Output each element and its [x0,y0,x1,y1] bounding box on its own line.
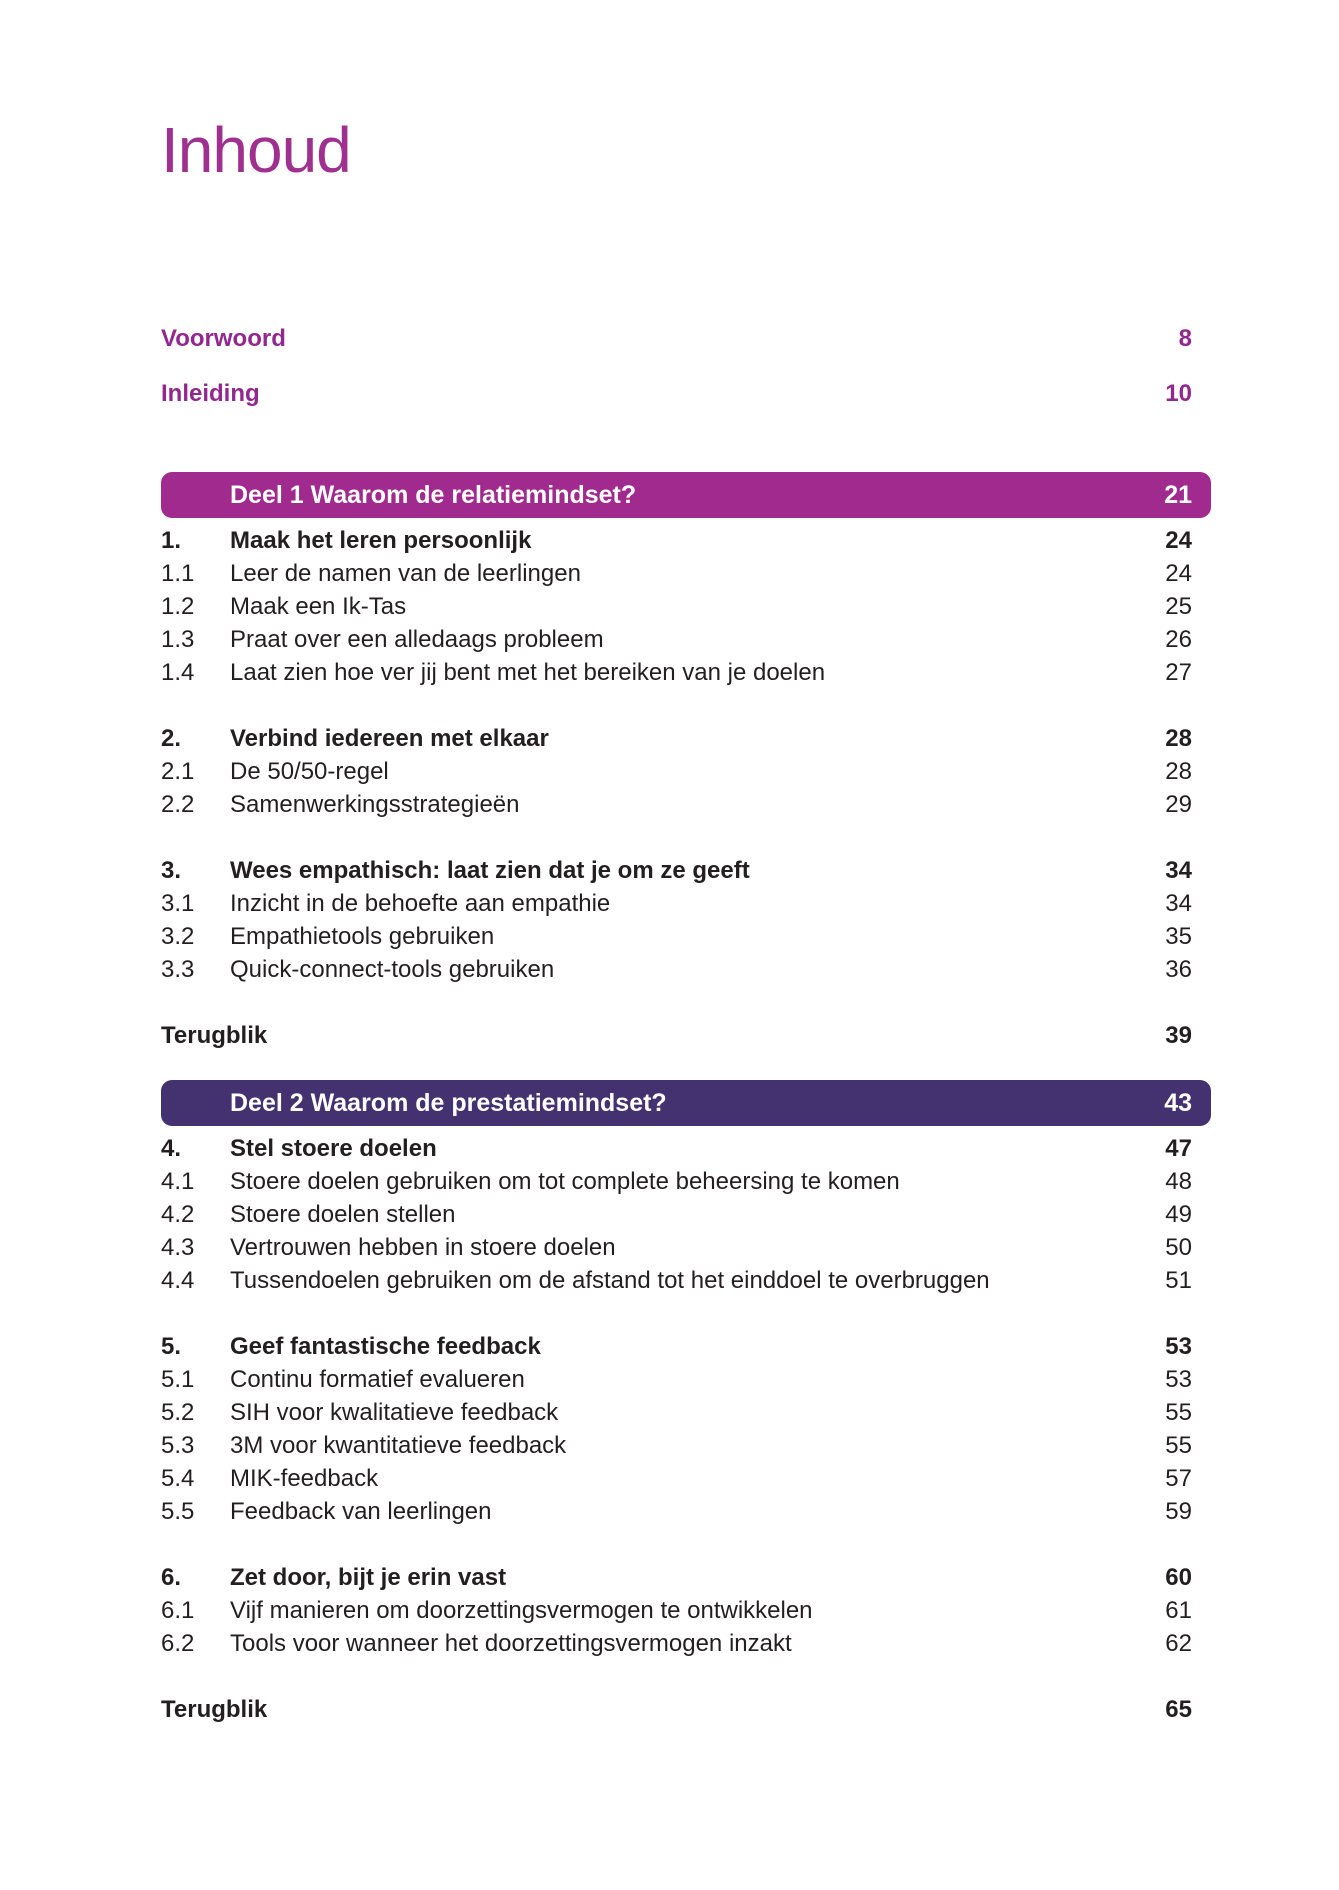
entry-page: 8 [1178,325,1192,352]
toc-sub-row [161,1396,1192,1429]
toc-entry-inleiding [161,377,1192,410]
entry-number: 5.2 [161,1399,195,1426]
entry-page: 34 [1165,857,1192,884]
entry-title: Stoere doelen gebruiken om tot complete beheersing te komen [230,1168,900,1195]
part-banner-deel2 [161,1080,1211,1126]
entry-number: 6.2 [161,1630,195,1657]
entry-title: Verbind iedereen met elkaar [230,725,549,752]
entry-page: 62 [1165,1630,1192,1657]
entry-page: 47 [1165,1135,1192,1162]
entry-page: 48 [1165,1168,1192,1195]
entry-title: De 50/50-regel [230,758,389,785]
entry-title: Continu formatief evalueren [230,1366,525,1393]
entry-title: Wees empathisch: laat zien dat je om ze geeft [230,857,750,884]
entry-page: 34 [1165,890,1192,917]
entry-title: Feedback van leerlingen [230,1498,492,1525]
part-banner-label: Deel 1 Waarom de relatiemindset? [230,480,637,509]
entry-title: Stel stoere doelen [230,1135,437,1162]
entry-title: Geef fantastische feedback [230,1333,541,1360]
page-title: Inhoud [161,114,351,186]
entry-number: 4. [161,1135,182,1162]
entry-number: 1.4 [161,659,195,686]
toc-sub-row [161,1495,1192,1528]
entry-title: Vertrouwen hebben in stoere doelen [230,1234,616,1261]
entry-number: 1.2 [161,593,195,620]
entry-page: 51 [1165,1267,1192,1294]
entry-title: 3M voor kwantitatieve feedback [230,1432,567,1459]
entry-number: 5. [161,1333,182,1360]
chapter-group-6 [161,1561,1192,1660]
entry-page: 28 [1165,725,1192,752]
entry-title: Samenwerkingsstrategieën [230,791,520,818]
entry-title: Leer de namen van de leerlingen [230,560,581,587]
toc-chapter-row [161,524,1192,557]
entry-title: Vijf manieren om doorzettingsvermogen te ontwikkelen [230,1597,813,1624]
toc-sub-row [161,1165,1192,1198]
toc-sub-row [161,1363,1192,1396]
entry-page: 53 [1165,1366,1192,1393]
entry-number: 5.3 [161,1432,195,1459]
part-banner-deel1 [161,472,1211,518]
entry-page: 55 [1165,1432,1192,1459]
entry-title: Maak het leren persoonlijk [230,527,532,554]
entry-page: 65 [1165,1696,1192,1723]
toc-entry-voorwoord [161,322,1192,355]
chapter-group-2 [161,722,1192,821]
entry-title: Tools voor wanneer het doorzettingsvermogen inzakt [230,1630,792,1657]
entry-number: 1.1 [161,560,195,587]
toc-sub-row [161,557,1192,590]
entry-number: 2. [161,725,182,752]
entry-number: 4.4 [161,1267,195,1294]
entry-title: Inzicht in de behoefte aan empathie [230,890,611,917]
chapter-group-3 [161,854,1192,986]
entry-number: 3.3 [161,956,195,983]
entry-title: Praat over een alledaags probleem [230,626,604,653]
entry-label: Terugblik [161,1022,268,1049]
toc-sub-row [161,755,1192,788]
toc-chapter-row [161,1330,1192,1363]
entry-title: Quick-connect-tools gebruiken [230,956,555,983]
entry-number: 4.2 [161,1201,195,1228]
toc-sub-row [161,953,1192,986]
chapter-group-4 [161,1132,1192,1297]
part-banner-label: Deel 2 Waarom de prestatiemindset? [230,1088,667,1117]
toc-entry-terugblik-2 [161,1693,1192,1726]
entry-page: 53 [1165,1333,1192,1360]
entry-page: 10 [1165,380,1192,407]
entry-number: 4.3 [161,1234,195,1261]
entry-page: 27 [1165,659,1192,686]
toc-sub-row [161,1594,1192,1627]
entry-number: 1.3 [161,626,195,653]
toc-chapter-row [161,1132,1192,1165]
toc-sub-row [161,1231,1192,1264]
entry-title: MIK-feedback [230,1465,379,1492]
entry-page: 49 [1165,1201,1192,1228]
entry-number: 5.1 [161,1366,195,1393]
entry-number: 1. [161,527,182,554]
entry-page: 36 [1165,956,1192,983]
chapter-group-1 [161,524,1192,689]
entry-page: 61 [1165,1597,1192,1624]
entry-page: 28 [1165,758,1192,785]
entry-page: 24 [1165,560,1192,587]
entry-number: 2.1 [161,758,195,785]
entry-title: Tussendoelen gebruiken om de afstand tot het einddoel te overbruggen [230,1267,990,1294]
entry-page: 26 [1165,626,1192,653]
toc-sub-row [161,920,1192,953]
entry-number: 6.1 [161,1597,195,1624]
toc-chapter-row [161,854,1192,887]
toc-content [161,0,1192,1726]
toc-chapter-row [161,1561,1192,1594]
toc-entry-terugblik-1 [161,1019,1192,1052]
entry-title: SIH voor kwalitatieve feedback [230,1399,559,1426]
entry-title: Empathietools gebruiken [230,923,495,950]
toc-sub-row [161,623,1192,656]
entry-number: 2.2 [161,791,195,818]
entry-number: 4.1 [161,1168,195,1195]
toc-sub-row [161,1264,1192,1297]
entry-page: 29 [1165,791,1192,818]
entry-page: 59 [1165,1498,1192,1525]
entry-label: Terugblik [161,1696,268,1723]
entry-number: 3.1 [161,890,195,917]
toc-chapter-row [161,722,1192,755]
entry-number: 3.2 [161,923,195,950]
entry-page: 24 [1165,527,1192,554]
toc-sub-row [161,1462,1192,1495]
entry-page: 35 [1165,923,1192,950]
entry-page: 25 [1165,593,1192,620]
entry-number: 5.5 [161,1498,195,1525]
toc-sub-row [161,656,1192,689]
entry-page: 50 [1165,1234,1192,1261]
toc-sub-row [161,1627,1192,1660]
entry-title: Zet door, bijt je erin vast [230,1564,507,1591]
chapter-group-5 [161,1330,1192,1528]
entry-number: 3. [161,857,182,884]
entry-title: Stoere doelen stellen [230,1201,456,1228]
entry-label: Inleiding [161,380,260,407]
entry-number: 6. [161,1564,182,1591]
toc-sub-row [161,788,1192,821]
toc-sub-row [161,887,1192,920]
entry-title: Maak een Ik-Tas [230,593,407,620]
part-banner-page: 21 [1164,480,1192,509]
toc-sub-row [161,590,1192,623]
entry-page: 60 [1165,1564,1192,1591]
toc-sub-row [161,1198,1192,1231]
entry-page: 57 [1165,1465,1192,1492]
entry-label: Voorwoord [161,325,286,352]
part-banner-page: 43 [1164,1088,1192,1117]
toc-sub-row [161,1429,1192,1462]
entry-page: 55 [1165,1399,1192,1426]
entry-title: Laat zien hoe ver jij bent met het bereiken van je doelen [230,659,826,686]
entry-page: 39 [1165,1022,1192,1049]
entry-number: 5.4 [161,1465,195,1492]
